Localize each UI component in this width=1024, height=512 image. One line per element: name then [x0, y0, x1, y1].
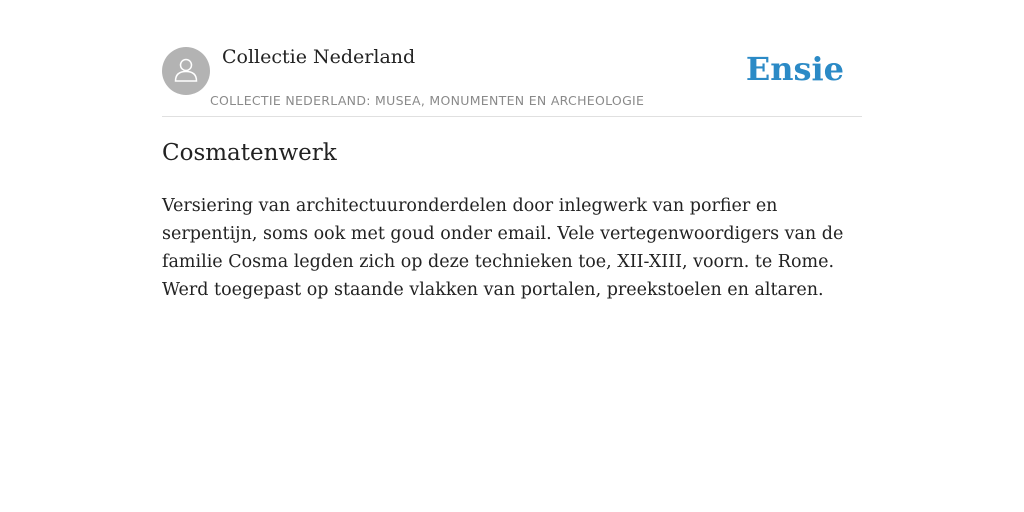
author-name[interactable]: Collectie Nederland: [222, 46, 416, 68]
entry-definition: Versiering van architectuuronderdelen door inlegwerk van porfier en serpentijn, soms ook met goud onder email. Vele vertegenwoordigers van de familie Cosma legden zich op deze technieken toe, XII-XIII, voorn. te Rome. Werd toegepast op staande vlakken van portalen, preekstoelen en altaren.: [162, 196, 844, 300]
source-name[interactable]: COLLECTIE NEDERLAND: MUSEA, MONUMENTEN EN ARCHEOLOGIE: [210, 93, 645, 108]
entry-header: [162, 40, 862, 117]
ensie-logo[interactable]: Ensie: [745, 50, 844, 88]
entry-title: Cosmatenwerk: [162, 140, 337, 166]
user-outline-icon: [171, 54, 201, 89]
avatar[interactable]: [162, 47, 210, 95]
